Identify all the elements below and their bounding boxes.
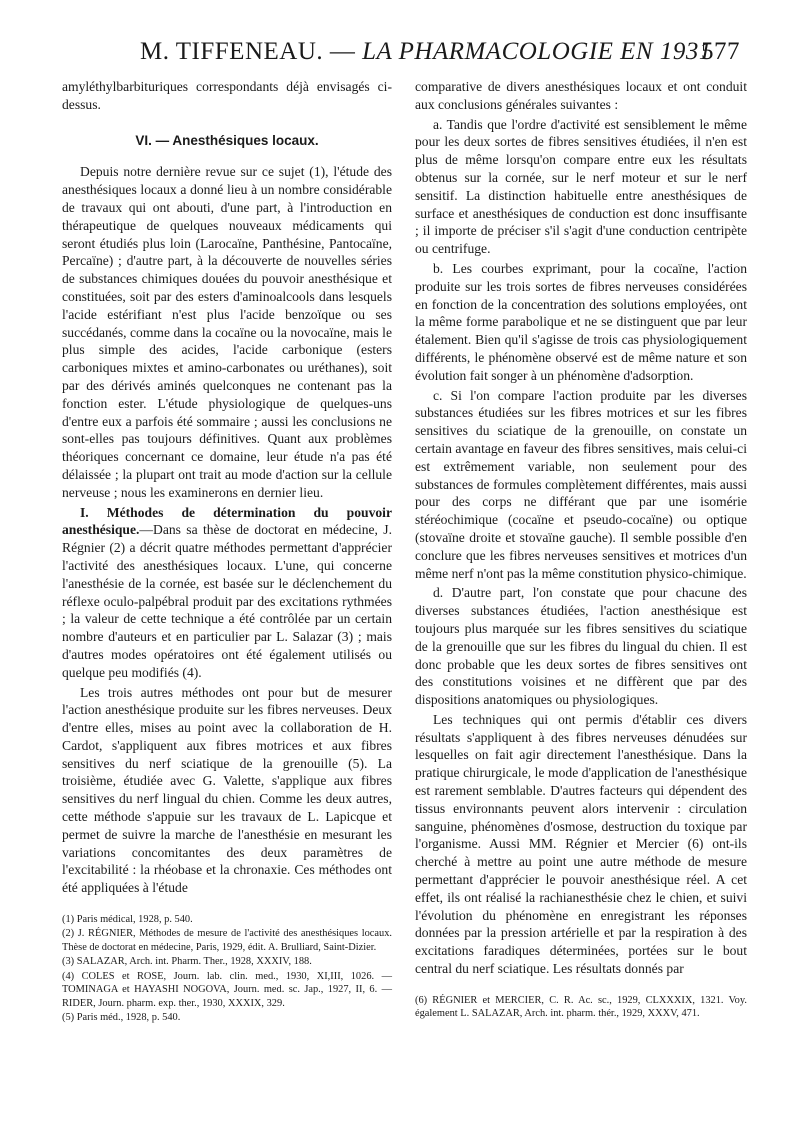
- paragraph-text: —Dans sa thèse de doctorat en médecine, J. Régnier (2) a décrit quatre méthodes permettant d'apprécier l'activité des anesthésiques locaux. L'une, qui concerne l'anesthésie de la cornée, est basée sur le déclenchement du réflexe oculo-palpébral produit par des excitations rythmées ; la valeur de cette technique a été contrôlée par un certain nombre d'auteurs et en particulier par L. Salazar (3) ; mais d'autres modes opératoires ont été également utilisés ou quelque peu modifiés (4).: [62, 522, 392, 680]
- running-title: [140, 38, 712, 66]
- paragraph-with-subheading: [62, 504, 392, 682]
- section-heading: VI. — Anesthésiques locaux.: [135, 132, 319, 148]
- header-title: LA PHARMACOLOGIE EN: [362, 38, 654, 65]
- paragraph: Depuis notre dernière revue sur ce sujet (1), l'étude des anesthésiques locaux a donné lieu à un nombre considérable de travaux qui ont abouti, d'une part, à l'introduction en thérapeutique de quelques nouveaux médicaments qui seront étudiés plus loin (Larocaïne, Panthésine, Pantocaïne, Percaïne) ; d'autre part, à la découverte de nouvelles séries de substances chimiques douées du pouvoir anesthésique et constituées, soit par des esters d'aminoalcools dans lesquels l'acide estérifiant n'est plus l'acide benzoïque ou ses succédanés, comme dans la cocaïne ou la novocaïne, mais le plus simple des acides, l'acide carbonique (esters carboniques mixtes et amino-carbonates ou uréthanes), soit par des dérivés aminés quelconques ne contenant pas la fonction ester. L'étude physiologique de quelques-uns d'entre eux a parfois été sommaire ; aussi les conclusions ne sont-elles pas toujours définitives. Quant aux problèmes théoriques concernant ce domaine, leur étude n'a pas été délaissée ; la plupart ont trait au mode d'action sur la cellule nerveuse ; nous les examinerons en dernier lieu.: [62, 164, 392, 500]
- footnote: (5) Paris méd., 1928, p. 540.: [62, 1011, 181, 1023]
- header-dash: —: [329, 38, 356, 65]
- footnote: (2) J. RÉGNIER, Méthodes de mesure de l'activité des anesthésiques locaux. Thèse de doctorat en médecine, Paris, 1929, édit. A. Brulliard, Saint-Dizier.: [62, 928, 392, 953]
- paragraph: Les techniques qui ont permis d'établir ces divers résultats s'appliquent à des fibres nerveuses dénudées sur lesquelles on fait agir directement l'anesthésique. Dans la pratique chirurgicale, le mode d'application de l'anesthésique est rarement semblable. D'autres facteurs qui dépendent des tissus environnants peuvent alors intervenir : circulation sanguine, phénomènes d'osmose, destruction du toxique par l'organisme. Aussi MM. Régnier et Mercier (6) ont-ils cherché à mettre au point une autre méthode de mesure permettant d'apprécier le pouvoir anesthésique réel. A cet effet, ils ont réalisé la rachianesthésie chez le chien, et suivi l'évolution du phénomène en enregistrant les réponses données par la pression artérielle et par la respiration à des excitations faradiques déterminées, portées sur le bout central du nerf sciatique. Les résultats donnés par: [415, 711, 747, 977]
- sub-heading: I. Méthodes de détermination du pouvoir anesthésique.: [62, 504, 392, 538]
- footnote: (1) Paris médical, 1928, p. 540.: [62, 914, 193, 926]
- header-author: M. TIFFENEAU.: [140, 38, 324, 65]
- header-year: 1931: [659, 38, 712, 65]
- paragraph: Les trois autres méthodes ont pour but de mesurer l'action anesthésique produite sur les fibres nerveuses. Deux d'entre elles, mises au point avec la collaboration de H. Cardot, s'appliquent aux fibres motrices et aux fibres sensitives du nerf sciatique de la grenouille (5). La troisième, étudiée avec G. Valette, s'applique aux fibres sensitives du nerf lingual du chien. Comme les deux autres, cette méthode s'appuie sur les travaux de L. Lapicque et permet de suivre la marche de l'anesthésie en mesurant les variations concomitantes des deux paramètres de l'excitabilité : la rhéobase et la chronaxie. Ces méthodes ont été appliquées à l'étude: [62, 684, 392, 896]
- paragraph-b: b. Les courbes exprimant, pour la cocaïne, l'action produite sur les trois sortes de fibres nerveuses considérées en fonction de la concentration des solutions employées, ont la même forme parabolique et ne se distinguent que par leur étalement. Bien qu'il s'agisse de trois cas physiologiquement différents, le phénomène observé est de même nature et son évolution fait songer à un phénomène d'adsorption.: [415, 260, 747, 383]
- footnote: (3) SALAZAR, Arch. int. Pharm. Ther., 1928, XXXIV, 188.: [62, 956, 312, 968]
- right-column: [415, 78, 747, 1022]
- footnote: (4) COLES et ROSE, Journ. lab. clin. med., 1930, XI,III, 1026. — TOMINAGA et HAYASHI NOGOVA, Journ. med. sc. Jap., 1927, II, 6. — RIDER, Journ. pharm. exp. ther., 1930, XXXIX, 329.: [62, 970, 392, 1009]
- paragraph-a: a. Tandis que l'ordre d'activité est sensiblement le même pour les deux sortes de fibres sensitives étudiées, il n'en est plus de même lorsqu'on compare entre eux les résultats obtenus sur la cornée, sur le nerf moteur et sur le nerf sensitif. La distinction habituelle entre anesthésiques de surface et anesthésiques de conduction est donc insuffisante ; il importe de préciser s'il s'agit d'une conduction centripète ou centrifuge.: [415, 116, 747, 257]
- continuation-text: comparative de divers anesthésiques locaux et ont conduit aux conclusions générales suivantes :: [415, 79, 747, 112]
- running-head: [140, 38, 740, 78]
- left-column: [62, 78, 392, 1025]
- paragraph-d: d. D'autre part, l'on constate que pour chacune des diverses substances étudiées, l'action anesthésique est toujours plus marquée sur les fibres sensitives du sciatique de la grenouille que sur les fibres du lingual du chien. Il est donc probable que les deux sortes de fibres sensitives ont des constitutions voisines et ne diffèrent que par des dispositions anatomiques ou physiologiques.: [415, 585, 747, 708]
- footnotes: [415, 994, 747, 1021]
- footnote: (6) RÉGNIER et MERCIER, C. R. Ac. sc., 1929, CLXXXIX, 1321. Voy. également L. SALAZAR, Arch. int. pharm. thér., 1929, XXXV, 471.: [415, 994, 747, 1020]
- continuation-text: amyléthylbarbituriques correspondants déjà envisagés ci-dessus.: [62, 79, 392, 112]
- paragraph-c: c. Si l'on compare l'action produite par les diverses substances étudiées sur les fibres motrices et sur les fibres sensitives du sciatique de la grenouille, on constate un certain avantage en faveur des fibres sensitives, mais celui-ci est extrêmement variable, non seulement pour des substances de formules complètement différentes, mais aussi pour des corps ne différant que par une isomérie stéréochimique (cocaïne et pseudo-cocaïne) ou optique (stovaïne droite et stovaïne gauche). Il semble possible d'en conclure que les fibres nerveuses sensitives et motrices d'un même nerf n'ont pas la même constitution physico-chimique.: [415, 387, 747, 581]
- footnotes: [62, 913, 392, 1024]
- page-number: 577: [701, 38, 740, 65]
